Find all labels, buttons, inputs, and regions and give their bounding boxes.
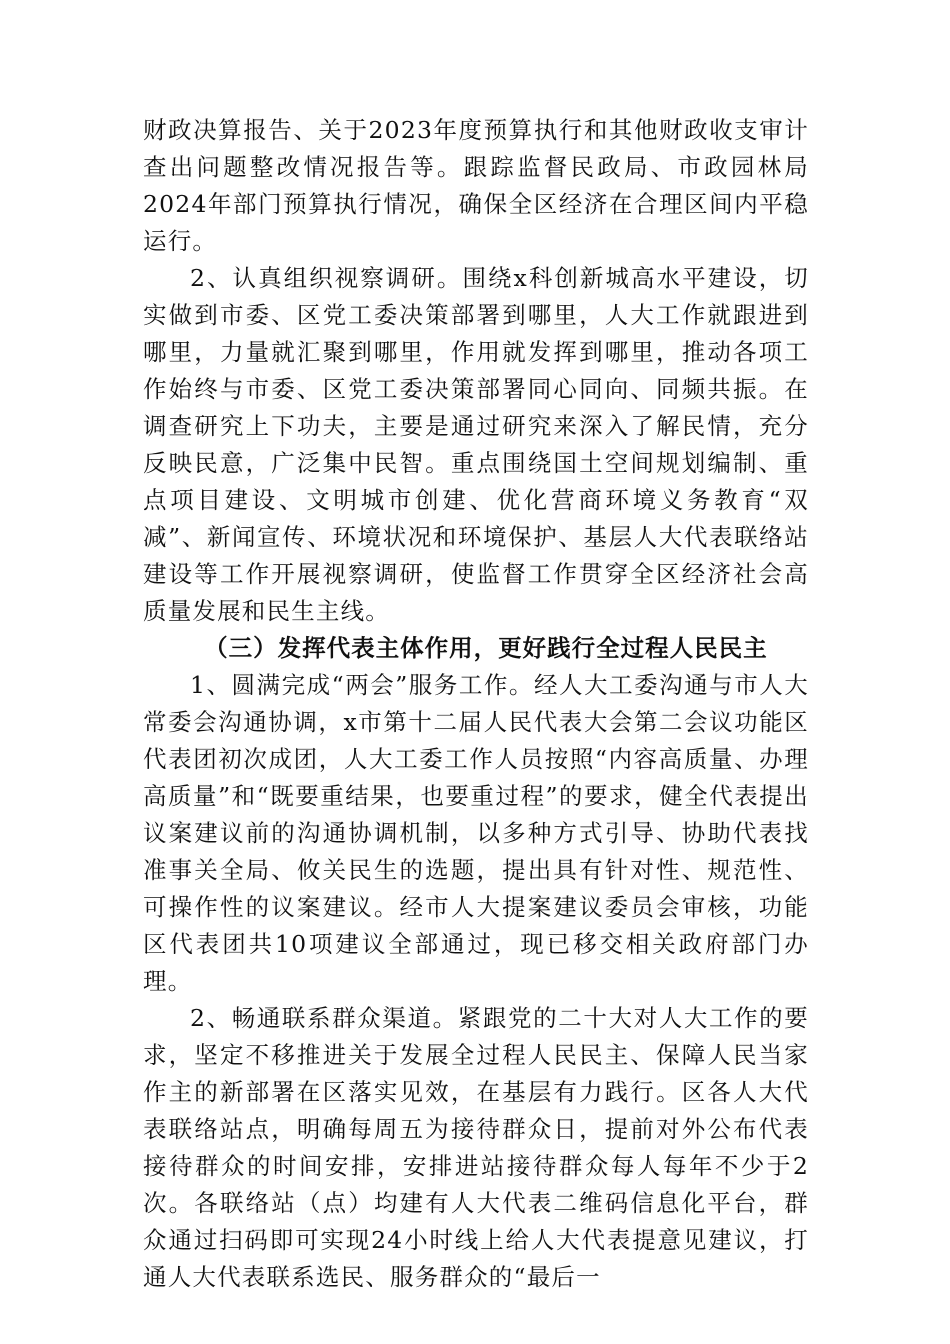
paragraph-contact-channels: 2、畅通联系群众渠道。紧跟党的二十大对人大工作的要求，坚定不移推进关于发展全过程人民民主、保障人民当家作主的新部署在区落实见效，在基层有力践行。区各人大代表联络站点，明确每周五为接待群众日，提前对外公布代表接待群众的时间安排，安排进站接待群众每人每年不少于2次。各联络站（点）均建有人大代表二维码信息化平台，群众通过扫码即可实现24小时线上给人大代表提意见建议，打通人大代表联系选民、服务群众的“最后一 [143,1004,809,1291]
paragraph-budget-report: 财政决算报告、关于2023年度预算执行和其他财政收支审计查出问题整改情况报告等。跟踪监督民政局、市政园林局2024年部门预算执行情况，确保全区经济在合理区间内平稳运行。 [143,116,809,255]
document-body [143,112,809,1296]
section-heading: （三）发挥代表主体作用，更好践行全过程人民民主 [204,634,768,662]
paragraph-two-sessions-service: 1、圆满完成“两会”服务工作。经人大工委沟通与市人大常委会沟通协调，x市第十二届人民代表大会第二会议功能区代表团初次成团，人大工委工作人员按照“内容高质量、办理高质量”和“既要重结果，也要重过程”的要求，健全代表提出议案建议前的沟通协调机制，以多种方式引导、协助代表找准事关全局、攸关民生的选题，提出具有针对性、规范性、可操作性的议案建议。经市人大提案建议委员会审核，功能区代表团共10项建议全部通过，现已移交相关政府部门办理。 [143,671,809,995]
paragraph-inspection-research: 2、认真组织视察调研。围绕x科创新城高水平建设，切实做到市委、区党工委决策部署到哪里，人大工作就跟进到哪里，力量就汇聚到哪里，作用就发挥到哪里，推动各项工作始终与市委、区党工委决策部署同心同向、同频共振。在调查研究上下功夫，主要是通过研究来深入了解民情，充分反映民意，广泛集中民智。重点围绕国土空间规划编制、重点项目建设、文明城市创建、优化营商环境义务教育“双减”、新闻宣传、环境状况和环境保护、基层人大代表联络站建设等工作开展视察调研，使监督工作贯穿全区经济社会高质量发展和民生主线。 [143,264,809,625]
